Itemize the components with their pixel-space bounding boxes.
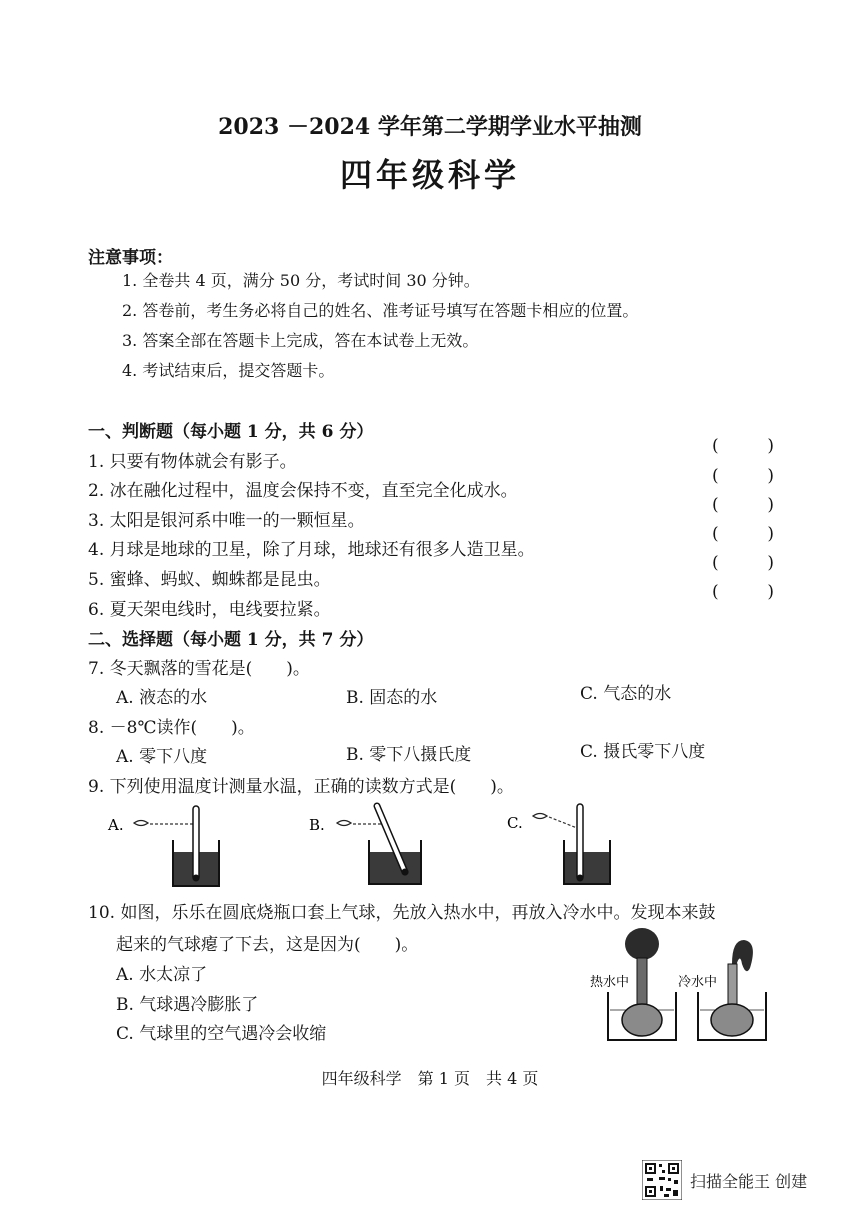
- exam-subject-title: 四年级科学: [339, 156, 520, 194]
- qr-code-icon: [642, 1160, 682, 1200]
- scanner-watermark: [642, 1160, 807, 1200]
- svg-text:B.: B.: [309, 816, 325, 834]
- eye-icon: [337, 821, 351, 826]
- eye-icon: [533, 814, 547, 819]
- question-10-line1: 10. 如图，乐乐在圆底烧瓶口套上气球，先放入热水中，再放入冷水中。发现本来鼓: [88, 903, 716, 923]
- notice-heading: 注意事项：: [88, 248, 173, 268]
- svg-text:热水中: 热水中: [590, 975, 630, 990]
- answer-parentheses: ( ): [712, 495, 774, 515]
- option-a: A. 零下八度: [116, 747, 208, 767]
- question-7: 7. 冬天飘落的雪花是( )。: [88, 659, 310, 679]
- answer-parentheses: ( ): [712, 524, 774, 544]
- answer-parentheses: ( ): [712, 436, 774, 456]
- svg-text:C.: C.: [507, 814, 523, 832]
- thermometer-figure-b: [305, 800, 445, 892]
- thermometer-figure-c: [503, 800, 613, 892]
- question-2: 2. 冰在融化过程中，温度会保持不变，直至完全化成水。: [88, 481, 518, 501]
- question-3: 3. 太阳是银河系中唯一的一颗恒星。: [88, 511, 365, 531]
- thermometer-figure-a: [100, 800, 230, 892]
- question-4: 4. 月球是地球的卫星，除了月球，地球还有很多人造卫星。: [88, 540, 535, 560]
- page-footer: 四年级科学 第 1 页 共 4 页: [321, 1069, 539, 1088]
- svg-text:冷水中: 冷水中: [678, 975, 718, 990]
- flask-balloon-figure: [586, 924, 786, 1048]
- option-b: B. 气球遇冷膨胀了: [116, 995, 259, 1015]
- question-9: 9. 下列使用温度计测量水温，正确的读数方式是( )。: [88, 777, 514, 797]
- svg-text:A.: A.: [108, 816, 124, 834]
- option-c: C. 气态的水: [580, 684, 672, 704]
- section-heading-choice: 二、选择题（每小题 1 分，共 7 分）: [88, 630, 374, 650]
- notice-item: 3. 答案全部在答题卡上完成，答在本试卷上无效。: [122, 331, 479, 350]
- exam-title: 2023 －2024 学年第二学期学业水平抽测: [218, 114, 642, 140]
- notice-item: 1. 全卷共 4 页，满分 50 分，考试时间 30 分钟。: [122, 271, 480, 290]
- option-b: B. 固态的水: [346, 688, 438, 708]
- option-a: A. 水太凉了: [116, 965, 208, 985]
- option-a: A. 液态的水: [116, 688, 208, 708]
- question-6: 6. 夏天架电线时，电线要拉紧。: [88, 600, 331, 620]
- option-b: B. 零下八摄氏度: [346, 745, 472, 765]
- question-1: 1. 只要有物体就会有影子。: [88, 452, 297, 472]
- inflated-balloon: [625, 928, 659, 960]
- question-8: 8. －8℃读作( )。: [88, 718, 255, 738]
- answer-parentheses: ( ): [712, 582, 774, 602]
- answer-parentheses: ( ): [712, 553, 774, 573]
- answer-parentheses: ( ): [712, 466, 774, 486]
- section-heading-true-false: 一、判断题（每小题 1 分，共 6 分）: [88, 422, 374, 442]
- eye-icon: [134, 821, 148, 826]
- option-c: C. 气球里的空气遇冷会收缩: [116, 1024, 327, 1044]
- option-c: C. 摄氏零下八度: [580, 742, 706, 762]
- notice-item: 4. 考试结束后，提交答题卡。: [122, 361, 335, 380]
- notice-item: 2. 答卷前，考生务必将自己的姓名、准考证号填写在答题卡相应的位置。: [122, 301, 639, 320]
- watermark-text: 扫描全能王 创建: [690, 1171, 808, 1191]
- question-5: 5. 蜜蜂、蚂蚁、蜘蛛都是昆虫。: [88, 570, 331, 590]
- question-10-line2: 起来的气球瘪了下去，这是因为( )。: [116, 935, 419, 955]
